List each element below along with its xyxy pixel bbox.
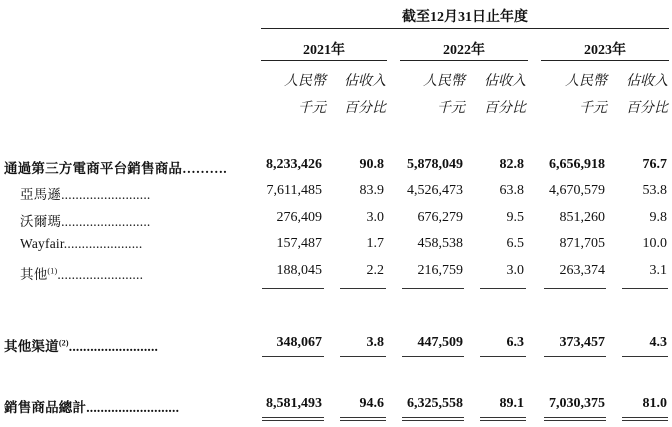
cell-2021-rmb: 8,233,426 xyxy=(266,157,322,172)
unit-pct1-2023: 佔收入 xyxy=(626,74,668,89)
cell-2023-rmb: 6,656,918 xyxy=(549,157,605,172)
cell-2022-rmb: 5,878,049 xyxy=(407,157,463,172)
cell-2022-pct: 6.3 xyxy=(506,335,524,350)
total-double-rule xyxy=(480,417,526,421)
total-double-rule xyxy=(340,417,386,421)
cell-2022-rmb: 447,509 xyxy=(417,335,463,350)
unit-rmb-2023: 人民幣 xyxy=(565,74,607,89)
cell-2023-pct: 9.8 xyxy=(649,210,667,225)
row-label-other-platforms: 其他$^{(1)}$........................ xyxy=(20,266,144,282)
cell-2023-pct: 3.1 xyxy=(649,263,667,278)
cell-2021-rmb: 188,045 xyxy=(276,263,322,278)
row-label-amazon: 亞馬遜......................... xyxy=(20,187,151,202)
unit-pct1-2021: 佔收入 xyxy=(344,74,386,89)
period-rule xyxy=(261,28,669,29)
cell-2023-rmb: 373,457 xyxy=(559,335,605,350)
cell-2022-pct: 89.1 xyxy=(499,396,524,411)
cell-2023-rmb: 7,030,375 xyxy=(549,396,605,411)
total-double-rule xyxy=(402,417,464,421)
unit-thousand-2022: 千元 xyxy=(437,101,465,116)
subtotal-rule xyxy=(544,356,606,357)
subtotal-rule xyxy=(544,288,606,289)
total-double-rule xyxy=(622,417,668,421)
unit-rmb-2021: 人民幣 xyxy=(284,74,326,89)
cell-2021-rmb: 276,409 xyxy=(276,210,322,225)
cell-2022-rmb: 458,538 xyxy=(417,236,463,251)
cell-2021-pct: 94.6 xyxy=(359,396,384,411)
subtotal-rule xyxy=(402,288,464,289)
cell-2023-pct: 53.8 xyxy=(642,183,667,198)
row-label-other-channels: 其他渠道$^{(2)}$......................... xyxy=(4,338,159,354)
unit-pct2-2023: 百分比 xyxy=(626,101,668,116)
total-double-rule xyxy=(544,417,606,421)
year-2021: 2021年 xyxy=(303,43,345,58)
subtotal-rule xyxy=(262,288,324,289)
cell-2021-pct: 3.0 xyxy=(366,210,384,225)
subtotal-rule xyxy=(480,288,526,289)
subtotal-rule xyxy=(402,356,464,357)
year-2022: 2022年 xyxy=(443,43,485,58)
year-rule-2023 xyxy=(541,60,669,61)
cell-2023-pct: 76.7 xyxy=(642,157,667,172)
unit-pct1-2022: 佔收入 xyxy=(484,74,526,89)
cell-2023-rmb: 263,374 xyxy=(559,263,605,278)
subtotal-rule xyxy=(340,356,386,357)
unit-thousand-2021: 千元 xyxy=(298,101,326,116)
subtotal-rule xyxy=(262,356,324,357)
row-label-total: 銷售商品總計.......................... xyxy=(4,400,180,415)
cell-2021-pct: 1.7 xyxy=(366,236,384,251)
cell-2021-pct: 3.8 xyxy=(366,335,384,350)
unit-rmb-2022: 人民幣 xyxy=(423,74,465,89)
subtotal-rule xyxy=(480,356,526,357)
cell-2022-rmb: 216,759 xyxy=(417,263,463,278)
subtotal-rule xyxy=(622,356,668,357)
cell-2021-pct: 83.9 xyxy=(359,183,384,198)
cell-2023-pct: 4.3 xyxy=(649,335,667,350)
cell-2021-rmb: 157,487 xyxy=(276,236,322,251)
subtotal-rule xyxy=(340,288,386,289)
row-label-walmart: 沃爾瑪......................... xyxy=(20,214,151,229)
unit-pct2-2022: 百分比 xyxy=(484,101,526,116)
cell-2022-rmb: 676,279 xyxy=(417,210,463,225)
cell-2021-pct: 90.8 xyxy=(359,157,384,172)
cell-2023-rmb: 871,705 xyxy=(559,236,605,251)
cell-2021-rmb: 8,581,493 xyxy=(266,396,322,411)
cell-2022-pct: 3.0 xyxy=(506,263,524,278)
year-rule-2021 xyxy=(261,60,387,61)
cell-2023-rmb: 4,670,579 xyxy=(549,183,605,198)
cell-2023-pct: 10.0 xyxy=(642,236,667,251)
unit-pct2-2021: 百分比 xyxy=(344,101,386,116)
cell-2022-pct: 9.5 xyxy=(506,210,524,225)
cell-2021-rmb: 348,067 xyxy=(276,335,322,350)
cell-2023-pct: 81.0 xyxy=(642,396,667,411)
cell-2022-rmb: 4,526,473 xyxy=(407,183,463,198)
unit-thousand-2023: 千元 xyxy=(579,101,607,116)
cell-2022-pct: 6.5 xyxy=(506,236,524,251)
year-2023: 2023年 xyxy=(584,43,626,58)
cell-2023-rmb: 851,260 xyxy=(559,210,605,225)
period-header: 截至12月31日止年度 xyxy=(402,10,528,25)
cell-2022-pct: 82.8 xyxy=(499,157,524,172)
cell-2022-pct: 63.8 xyxy=(499,183,524,198)
year-rule-2022 xyxy=(400,60,528,61)
cell-2022-rmb: 6,325,558 xyxy=(407,396,463,411)
row-label-platforms: 通過第三方電商平台銷售商品………. xyxy=(4,161,227,176)
total-double-rule xyxy=(262,417,324,421)
subtotal-rule xyxy=(622,288,668,289)
cell-2021-rmb: 7,611,485 xyxy=(266,183,322,198)
cell-2021-pct: 2.2 xyxy=(366,263,384,278)
row-label-wayfair: Wayfair...................... xyxy=(20,236,143,251)
